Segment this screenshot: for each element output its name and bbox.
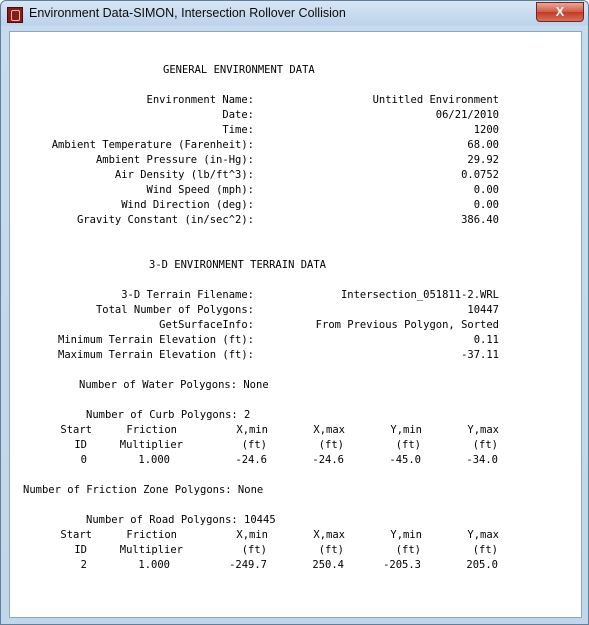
road-col-header: Friction: [126, 529, 177, 541]
general-value: 06/21/2010: [435, 109, 499, 121]
terrain-value: 10447: [467, 304, 499, 316]
road-col-header: Start: [60, 529, 92, 541]
road-col-header: Y,max: [467, 529, 499, 541]
curb-col-header: (ft): [318, 439, 344, 451]
general-label: Air Density (lb/ft^3):: [114, 169, 254, 181]
road-col-header: (ft): [241, 544, 267, 556]
road-cell: 205.0: [466, 559, 498, 571]
general-label: Ambient Temperature (Farenheit):: [51, 139, 254, 151]
terrain-value: From Previous Polygon, Sorted: [315, 319, 499, 331]
terrain-value: 0.11: [473, 334, 499, 346]
general-label: Ambient Pressure (in-Hg):: [95, 154, 254, 166]
road-col-header: (ft): [395, 544, 421, 556]
curb-col-header: Multiplier: [119, 439, 183, 451]
general-value: 0.00: [473, 199, 499, 211]
terrain-label: Maximum Terrain Elevation (ft):: [58, 349, 254, 361]
general-value: 1200: [473, 124, 499, 136]
general-value: 0.00: [473, 184, 499, 196]
general-value: 68.00: [467, 139, 499, 151]
curb-col-header: X,max: [313, 424, 345, 436]
app-icon: [7, 7, 23, 23]
curb-cell: -24.6: [235, 454, 267, 466]
road-cell: 2: [80, 559, 87, 571]
title-bar[interactable]: [1, 1, 588, 27]
general-value: 29.92: [467, 154, 499, 166]
curb-col-header: (ft): [472, 439, 498, 451]
curb-col-header: Y,min: [390, 424, 422, 436]
general-label: Date:: [222, 109, 254, 121]
road-cell: 1.000: [138, 559, 170, 571]
curb-col-header: ID: [74, 439, 87, 451]
terrain-value: -37.11: [461, 349, 499, 361]
road-col-header: (ft): [318, 544, 344, 556]
road-cell: -249.7: [229, 559, 267, 571]
terrain-label: Minimum Terrain Elevation (ft):: [58, 334, 254, 346]
general-value: Untitled Environment: [372, 94, 499, 106]
general-value: 386.40: [461, 214, 499, 226]
curb-cell: 1.000: [138, 454, 170, 466]
terrain-heading: 3-D ENVIRONMENT TERRAIN DATA: [149, 259, 327, 271]
general-label: Gravity Constant (in/sec^2):: [76, 214, 254, 226]
curb-cell: -24.6: [312, 454, 344, 466]
general-heading: GENERAL ENVIRONMENT DATA: [163, 64, 315, 76]
terrain-label: GetSurfaceInfo:: [159, 319, 254, 331]
curb-cell: -34.0: [466, 454, 498, 466]
curb-cell: 0: [80, 454, 87, 466]
road-col-header: ID: [74, 544, 87, 556]
curb-col-header: (ft): [241, 439, 267, 451]
road-col-header: Y,min: [390, 529, 422, 541]
water-polygons-line: Number of Water Polygons: None: [79, 379, 269, 391]
friction-zone-line: Number of Friction Zone Polygons: None: [23, 484, 264, 496]
curb-polygons-title: Number of Curb Polygons: 2: [86, 409, 251, 421]
curb-col-header: Y,max: [467, 424, 499, 436]
curb-col-header: X,min: [236, 424, 268, 436]
road-cell: 250.4: [312, 559, 344, 571]
general-label: Environment Name:: [146, 94, 254, 106]
road-col-header: X,max: [313, 529, 345, 541]
road-polygons-title: Number of Road Polygons: 10445: [86, 514, 276, 526]
curb-cell: -45.0: [389, 454, 421, 466]
general-label: Time:: [222, 124, 254, 136]
general-label: Wind Speed (mph):: [146, 184, 254, 196]
road-col-header: (ft): [472, 544, 498, 556]
road-col-header: X,min: [236, 529, 268, 541]
terrain-label: Total Number of Polygons:: [95, 304, 254, 316]
road-col-header: Multiplier: [119, 544, 183, 556]
general-value: 0.0752: [461, 169, 499, 181]
close-button[interactable]: X: [536, 2, 584, 22]
curb-col-header: Friction: [126, 424, 177, 436]
terrain-label: 3-D Terrain Filename:: [121, 289, 254, 301]
window-title: Environment Data-SIMON, Intersection Rollover Collision: [29, 6, 346, 20]
curb-col-header: (ft): [395, 439, 421, 451]
curb-col-header: Start: [60, 424, 92, 436]
terrain-value: Intersection_051811-2.WRL: [340, 289, 499, 301]
general-label: Wind Direction (deg):: [121, 199, 254, 211]
report-panel: [9, 31, 582, 618]
road-cell: -205.3: [383, 559, 421, 571]
